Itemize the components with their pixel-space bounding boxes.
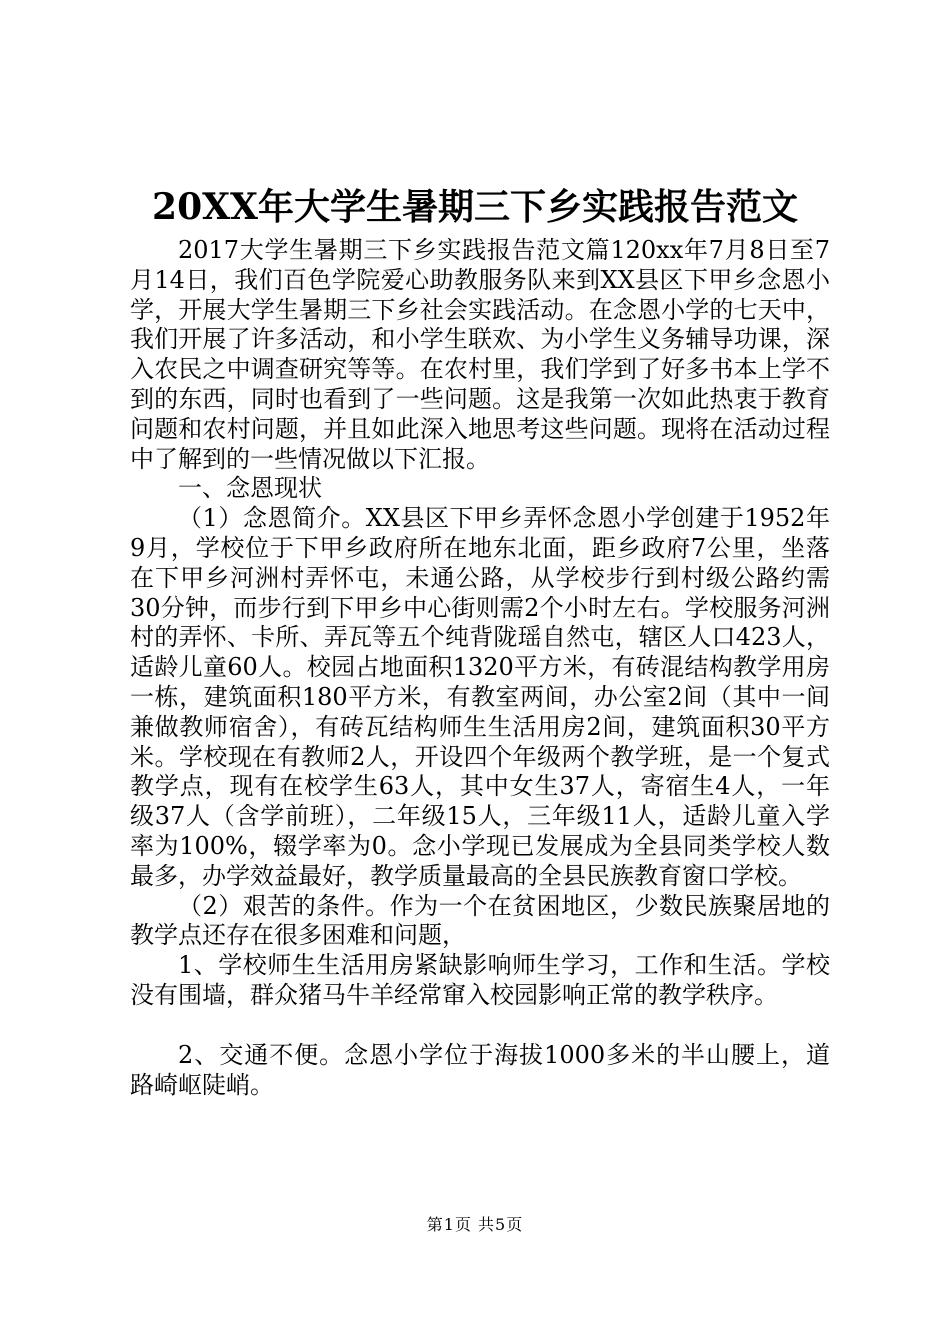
page-footer: 第1页 共5页: [426, 1215, 524, 1234]
section-heading: 一、念恩现状: [178, 474, 322, 503]
document-body: [130, 236, 830, 1100]
document-title: 20XX年大学生暑期三下乡实践报告范文: [152, 186, 798, 228]
intro-school-paragraph: （1）念恩简介。XX县区下甲乡弄怀念恩小学创建于1952年9月，学校位于下甲乡政府所在地东北面，距乡政府7公里，坐落在下甲乡河洲村弄怀屯，未通公路，从学校步行到村级公路约需30分钟，而步行到下甲乡中心街则需2个小时左右。学校服务河洲村的弄怀、卡所、弄瓦等五个纯背陇瑶自然屯，辖区人口423人，适龄儿童60人。校园占地面积1320平方米，有砖混结构教学用房一栋，建筑面积180平方米，有教室两间，办公室2间（其中一间兼做教师宿舍），有砖瓦结构师生生活用房2间，建筑面积30平方米。学校现在有教师2人，开设四个年级两个教学班，是一个复式教学点，现有在校学生63人，其中女生37人，寄宿生4人，一年级37人（含学前班），二年级15人，三年级11人，适龄儿童入学率为100%，辍学率为0。念小学现已发展成为全县同类学校人数最多，办学效益最好，教学质量最高的全县民族教育窗口学校。: [130, 504, 830, 890]
conditions-paragraph: （2）艰苦的条件。作为一个在贫困地区，少数民族聚居地的教学点还存在很多困难和问题，: [130, 891, 830, 950]
intro-paragraph: 2017大学生暑期三下乡实践报告范文篇120xx年7月8日至7月14日，我们百色学院爱心助教服务队来到XX县区下甲乡念恩小学，开展大学生暑期三下乡社会实践活动。在念恩小学的七天中，我们开展了许多活动，和小学生联欢、为小学生义务辅导功课，深入农民之中调查研究等等。在农村里，我们学到了好多书本上学不到的东西，同时也看到了一些问题。这是我第一次如此热衷于教育问题和农村问题，并且如此深入地思考这些问题。现将在活动过程中了解到的一些情况做以下汇报。: [130, 236, 830, 473]
problem-1-paragraph: 1、学校师生生活用房紧缺影响师生学习，工作和生活。学校没有围墙，群众猪马牛羊经常窜入校园影响正常的教学秩序。: [130, 951, 830, 1009]
problem-2-paragraph: 2、交通不便。念恩小学位于海拔1000多米的半山腰上，道路崎岖陡峭。: [130, 1040, 830, 1099]
